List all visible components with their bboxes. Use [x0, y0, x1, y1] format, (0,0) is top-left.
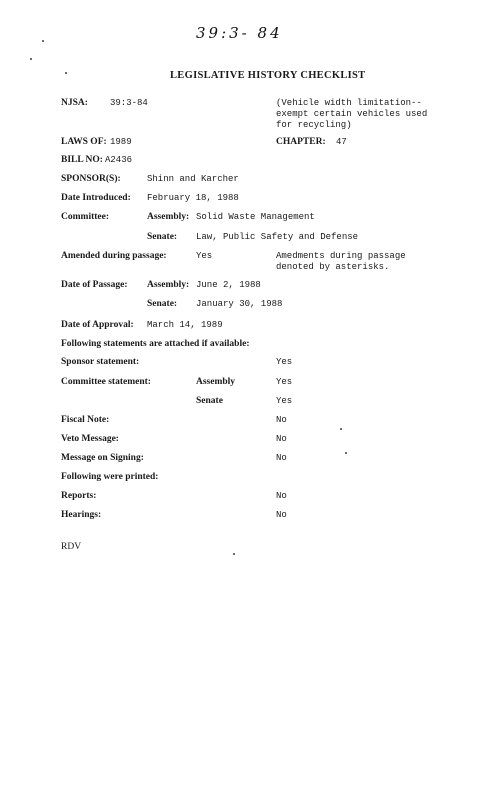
date-of-approval-label: Date of Approval:	[61, 320, 134, 330]
date-introduced-label: Date Introduced:	[61, 193, 131, 203]
veto-message-label: Veto Message:	[61, 434, 119, 444]
sponsor-statement-value: Yes	[276, 357, 293, 367]
scan-speck	[30, 58, 32, 60]
preparer-initials: RDV	[61, 542, 82, 552]
committee-statement-assembly-value: Yes	[276, 377, 293, 387]
bill-no-value: A2436	[105, 155, 133, 165]
amended-label: Amended during passage:	[61, 251, 167, 261]
hearings-value: No	[276, 510, 287, 520]
reports-value: No	[276, 491, 287, 501]
document-title: LEGISLATIVE HISTORY CHECKLIST	[170, 70, 366, 81]
handwritten-statute-number: 39:3- 84	[196, 24, 283, 42]
committee-assembly-value: Solid Waste Management	[196, 212, 315, 222]
bill-no-label: BILL NO:	[61, 155, 103, 165]
committee-senate-label: Senate:	[147, 232, 178, 242]
committee-statement-senate-label: Senate	[196, 396, 223, 406]
passage-senate-label: Senate:	[147, 299, 178, 309]
sponsors-value: Shinn and Karcher	[147, 174, 239, 184]
subject-note: (Vehicle width limitation-- exempt certain vehicles used for recycling)	[276, 98, 428, 130]
date-introduced-value: February 18, 1988	[147, 193, 239, 203]
committee-statement-label: Committee statement:	[61, 377, 151, 387]
message-on-signing-label: Message on Signing:	[61, 453, 144, 463]
passage-senate-value: January 30, 1988	[196, 299, 283, 309]
passage-assembly-value: June 2, 1988	[196, 280, 261, 290]
hearings-label: Hearings:	[61, 510, 102, 520]
reports-label: Reports:	[61, 491, 97, 501]
printed-heading: Following were printed:	[61, 472, 159, 482]
chapter-value: 47	[336, 137, 347, 147]
chapter-label: CHAPTER:	[276, 137, 326, 147]
laws-of-label: LAWS OF:	[61, 137, 107, 147]
sponsors-label: SPONSOR(S):	[61, 174, 121, 184]
amended-note: Amedments during passage denoted by asterisks.	[276, 251, 406, 272]
scan-speck	[65, 72, 67, 74]
passage-assembly-label: Assembly:	[147, 280, 190, 290]
committee-label: Committee:	[61, 212, 110, 222]
fiscal-note-label: Fiscal Note:	[61, 415, 110, 425]
message-on-signing-value: No	[276, 453, 287, 463]
njsa-label: NJSA:	[61, 98, 88, 108]
laws-of-value: 1989	[110, 137, 132, 147]
njsa-value: 39:3-84	[110, 98, 148, 108]
committee-senate-value: Law, Public Safety and Defense	[196, 232, 359, 242]
scan-speck	[42, 40, 44, 42]
fiscal-note-value: No	[276, 415, 287, 425]
scan-speck	[233, 553, 235, 555]
statements-heading: Following statements are attached if available:	[61, 339, 250, 349]
committee-assembly-label: Assembly:	[147, 212, 190, 222]
veto-message-value: No	[276, 434, 287, 444]
scan-speck	[340, 428, 342, 430]
date-of-approval-value: March 14, 1989	[147, 320, 223, 330]
date-of-passage-label: Date of Passage:	[61, 280, 128, 290]
committee-statement-assembly-label: Assembly	[196, 377, 236, 387]
amended-value: Yes	[196, 251, 213, 261]
scan-speck	[345, 452, 347, 454]
committee-statement-senate-value: Yes	[276, 396, 293, 406]
sponsor-statement-label: Sponsor statement:	[61, 357, 140, 367]
